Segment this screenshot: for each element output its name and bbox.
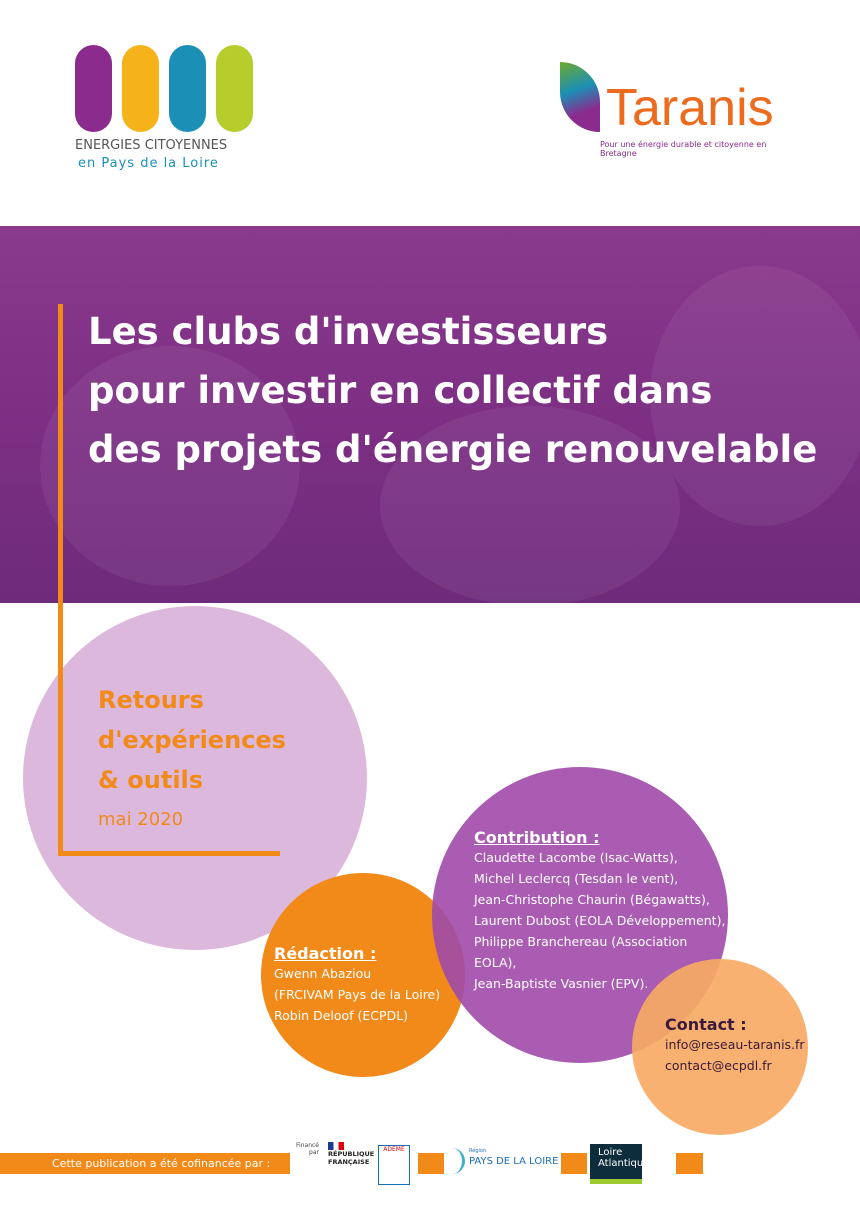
republique-logo xyxy=(328,1142,374,1166)
logo-text: ENERGIES CITOYENNES xyxy=(75,138,228,153)
loire-text: Atlantique xyxy=(598,1158,650,1169)
subtitle-line: Retours xyxy=(98,686,204,714)
contribution-list xyxy=(474,847,725,994)
title-line: Les clubs d'investisseurs xyxy=(88,310,609,353)
logo-text: en Pays de la Loire xyxy=(78,156,219,171)
subtitle-line: & outils xyxy=(98,766,204,794)
redaction-list xyxy=(274,963,440,1026)
contribution-section xyxy=(474,828,725,994)
subtitle-line: d'expériences xyxy=(98,726,286,754)
loire-atlantique-logo xyxy=(590,1144,650,1184)
contributor: Philippe Branchereau (Association xyxy=(474,934,688,949)
contact-heading: Contact : xyxy=(665,1015,747,1034)
taranis-logo xyxy=(548,42,798,157)
footer-orange-block xyxy=(676,1153,703,1174)
page-title xyxy=(88,302,817,479)
author: (FRCIVAM Pays de la Loire) xyxy=(274,987,441,1002)
title-line: des projets d'énergie renouvelable xyxy=(88,428,818,471)
author: Gwenn Abaziou xyxy=(274,966,372,981)
orange-horizontal-line xyxy=(58,851,280,856)
butterfly-icon xyxy=(560,62,600,132)
contributor: Laurent Dubost (EOLA Développement), xyxy=(474,913,726,928)
loire-text: Loire xyxy=(598,1147,623,1158)
contact-email-link[interactable]: contact@ecpdl.fr xyxy=(665,1058,772,1073)
republique-text: RÉPUBLIQUE FRANÇAISE xyxy=(328,1150,375,1166)
ecpdl-logo xyxy=(70,40,265,175)
contributor: Jean-Baptiste Vasnier (EPV). xyxy=(474,976,649,991)
author: Robin Deloof (ECPDL) xyxy=(274,1008,409,1023)
publication-date: mai 2020 xyxy=(98,809,184,830)
taranis-tagline: Pour une énergie durable et citoyenne en Bretagne xyxy=(600,140,767,158)
footer-orange-block xyxy=(418,1153,444,1174)
orange-vertical-line xyxy=(58,304,63,856)
ademe-logo: ADEME xyxy=(378,1145,410,1185)
contribution-heading: Contribution : xyxy=(474,828,600,847)
contributor: EOLA), xyxy=(474,955,517,970)
contact-section xyxy=(665,1015,805,1076)
redaction-section xyxy=(274,944,440,1026)
redaction-heading: Rédaction : xyxy=(274,944,377,963)
region-small: Région xyxy=(469,1148,487,1154)
taranis-name: Taranis xyxy=(606,79,774,137)
footer-orange-block xyxy=(561,1153,587,1174)
footer-text: Cette publication a été cofinancée par : xyxy=(52,1157,271,1170)
region-name: PAYS DE LA LOIRE xyxy=(469,1156,559,1167)
contributor: Michel Leclercq (Tesdan le vent), xyxy=(474,871,679,886)
contributor: Claudette Lacombe (Isac-Watts), xyxy=(474,850,678,865)
region-swoosh-icon xyxy=(450,1148,465,1174)
funder-label: Financé par xyxy=(296,1142,319,1156)
subtitle xyxy=(98,680,286,840)
contact-email-link[interactable]: info@reseau-taranis.fr xyxy=(665,1037,805,1052)
title-line: pour investir en collectif dans xyxy=(88,369,713,412)
contributor: Jean-Christophe Chaurin (Bégawatts), xyxy=(474,892,710,907)
footer-bar xyxy=(0,1153,290,1174)
